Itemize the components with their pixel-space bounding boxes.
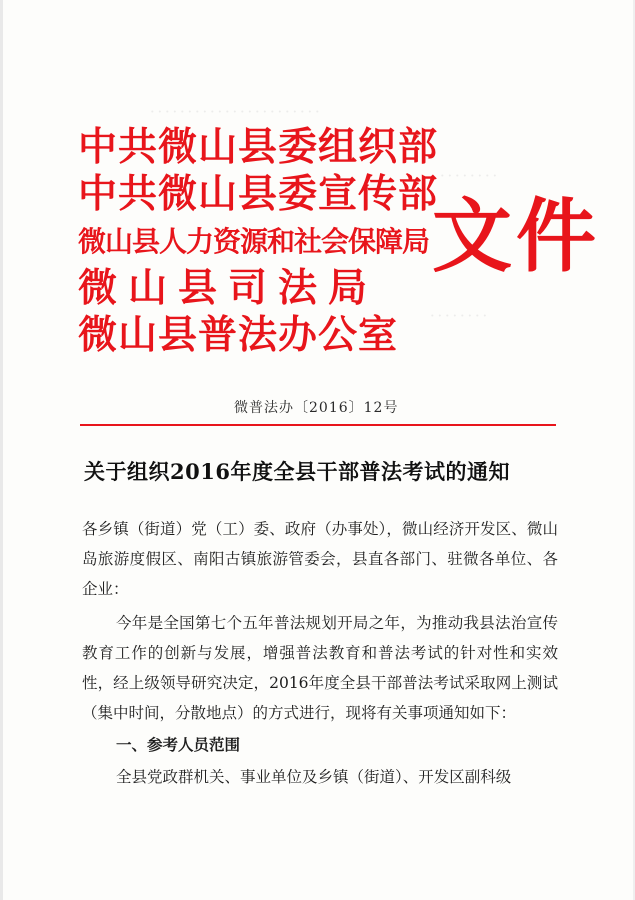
- issuer-line: 中共微山县委组织部: [78, 124, 439, 170]
- issuer-line: 中共微山县委宣传部: [78, 171, 439, 217]
- issuer-line: 微山县普法办公室: [78, 312, 399, 358]
- document-body: [82, 514, 558, 792]
- document-word: 文件: [432, 189, 600, 283]
- show-through-text: ．．．．．．．．: [430, 302, 498, 320]
- red-divider: [80, 424, 556, 426]
- section-heading: 一、参考人员范围: [116, 735, 241, 754]
- recipients: 各乡镇（街道）党（工）委、政府（办事处），微山经济开发区、微山岛旅游度假区、南阳古镇旅游管委会，县直各部门、驻微各单位、各企业：: [82, 520, 558, 598]
- paragraph: 今年是全国第七个五年普法规划开局之年，为推动我县法治宣传教育工作的创新与发展，增强普法教育和普法考试的针对性和实效性，经上级领导研究决定，2016年度全县干部普法考试采取网上测试（集中时间，分散地点）的方式进行，现将有关事项通知如下：: [82, 614, 558, 722]
- document-number: 微普法办〔2016〕12号: [234, 400, 399, 416]
- show-through-text: ．．．．．．．．．．．．．．．．．．．．．．．: [150, 98, 331, 116]
- issuing-agencies: [78, 124, 439, 359]
- issuer-line: 微山县司法局: [78, 265, 379, 311]
- scan-edge-left: [0, 0, 3, 900]
- show-through-text: ．．．．．．．．: [440, 162, 508, 180]
- paragraph: 全县党政群机关、事业单位及乡镇（街道）、开发区副科级: [116, 768, 512, 786]
- issuer-line: 微山县人力资源和社会保障局: [78, 225, 430, 258]
- document-title: 关于组织2016年度全县干部普法考试的通知: [84, 459, 510, 484]
